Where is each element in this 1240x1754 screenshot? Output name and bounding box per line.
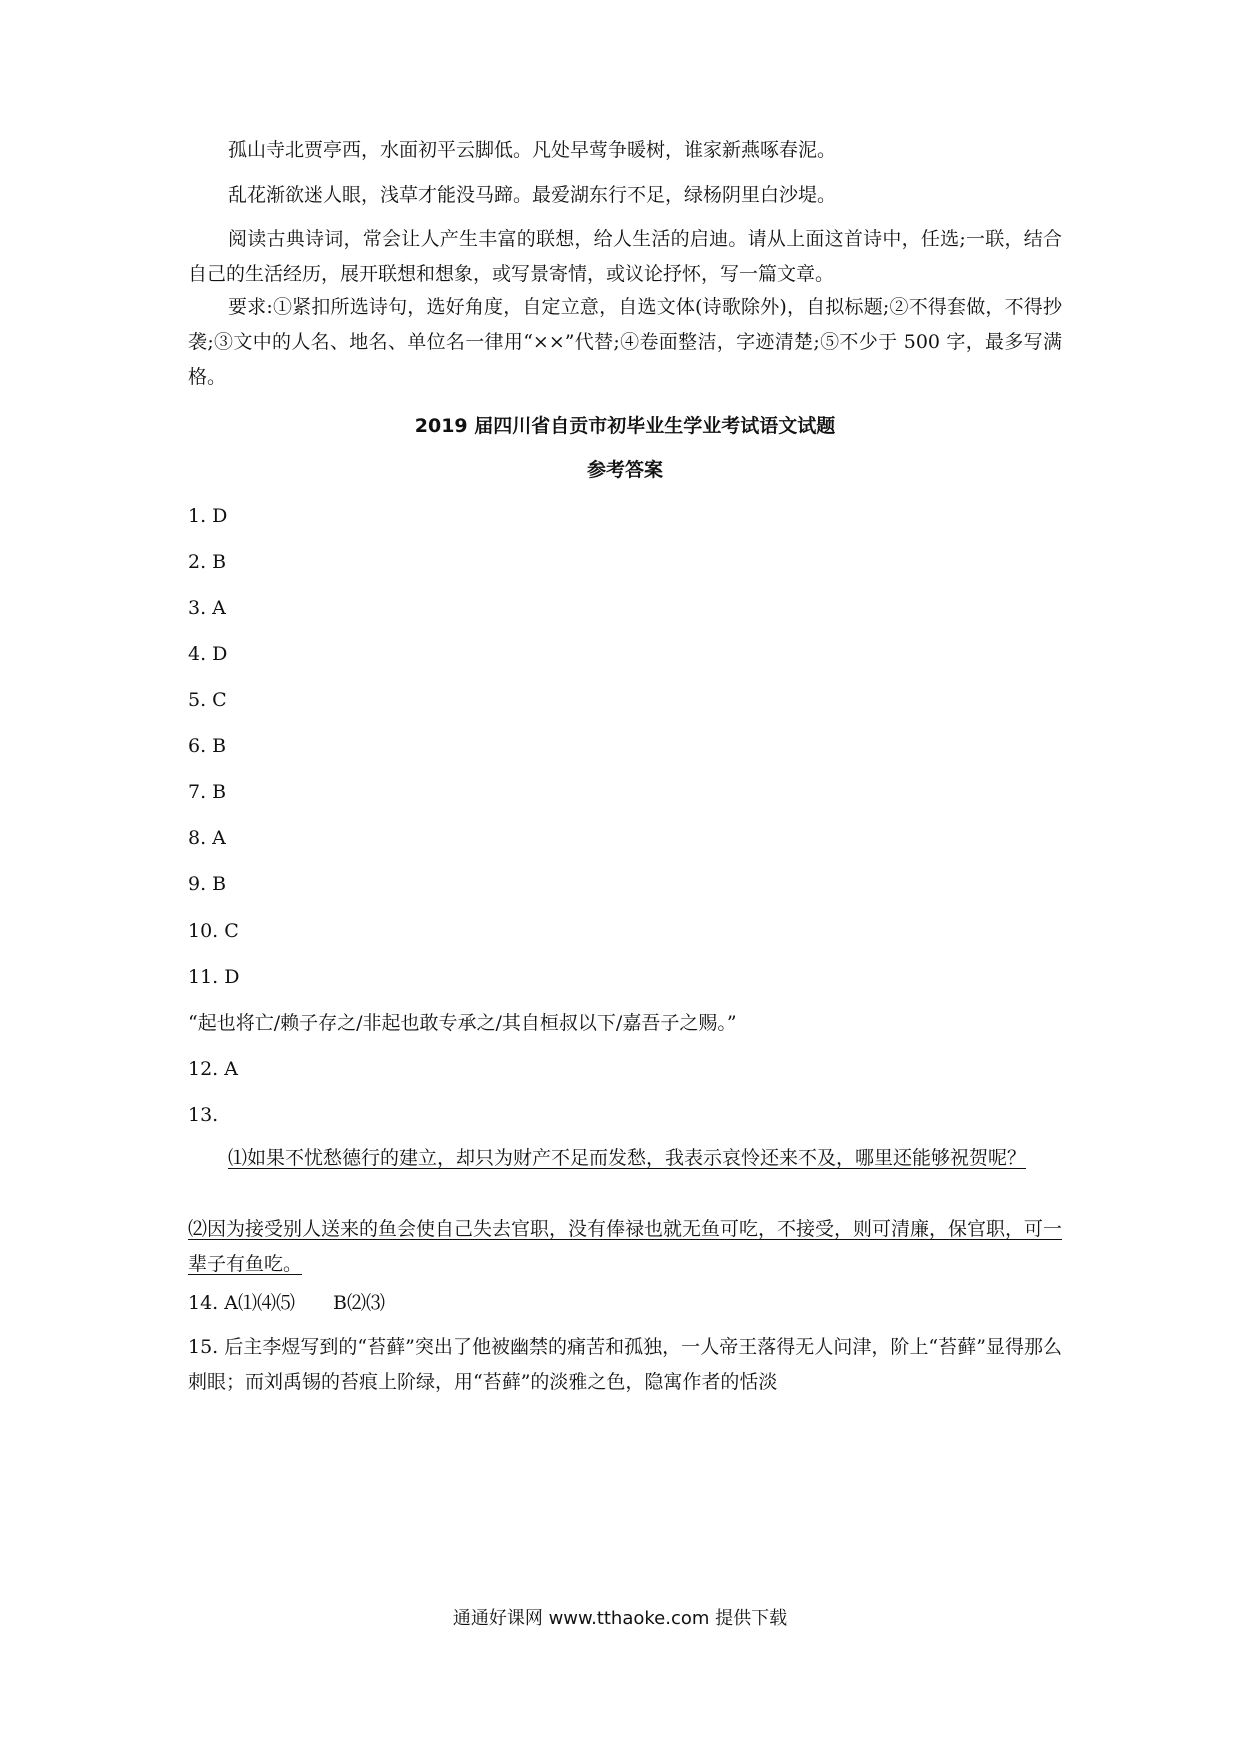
answer-7: 7. B [188, 781, 227, 803]
answer-1: 1. D [188, 505, 228, 527]
answer-8: 8. A [188, 827, 226, 849]
prompt-paragraph-2: 要求:①紧扣所选诗句，选好角度，自定立意，自选文体(诗歌除外)，自拟标题;②不得套做，不得抄袭;③文中的人名、地名、单位名一律用“××”代替;④卷面整洁，字迹清楚;⑤不少于 500 字，最多写满格。 [188, 296, 1062, 388]
answer-13-label: 13. [188, 1104, 219, 1126]
answer-11-sentence: “起也将亡/赖子存之/非起也敢专承之/其自桓叔以下/嘉吾子之赐。” [188, 1012, 737, 1034]
answer-3: 3. A [188, 597, 226, 619]
answer-10: 10. C [188, 920, 239, 942]
page-subtitle: 参考答案 [586, 459, 663, 481]
answer-9: 9. B [188, 873, 227, 895]
answer-4: 4. D [188, 643, 228, 665]
answer-15: 15. 后主李煜写到的“苔藓”突出了他被幽禁的痛苦和孤独，一人帝王落得无人问津，阶上“苔藓”显得那么刺眼；而刘禹锡的苔痕上阶绿，用“苔藓”的淡雅之色，隐寓作者的恬淡 [188, 1336, 1062, 1393]
page-footer: 通通好课网 www.tthaoke.com 提供下载 [452, 1608, 788, 1629]
answer-5: 5. C [188, 689, 227, 711]
prompt-paragraph-1: 阅读古典诗词，常会让人产生丰富的联想，给人生活的启迪。请从上面这首诗中，任选;一联，结合自己的生活经历，展开联想和想象，或写景寄情，或议论抒怀，写一篇文章。 [188, 228, 1062, 285]
answer-12: 12. A [188, 1058, 238, 1080]
answer-6: 6. B [188, 735, 227, 757]
poem-line-2: 乱花渐欲迷人眼，浅草才能没马蹄。最爱湖东行不足，绿杨阴里白沙堤。 [228, 184, 837, 206]
answer-11: 11. D [188, 966, 240, 988]
document-page [188, 0, 1062, 1754]
poem-line-1: 孤山寺北贾亭西，水面初平云脚低。凡处早莺争暖树，谁家新燕啄春泥。 [228, 139, 837, 161]
answer-14: 14. A⑴⑷⑸ B⑵⑶ [188, 1292, 385, 1314]
answer-2: 2. B [188, 551, 227, 573]
page-title: 2019 届四川省自贡市初毕业生学业考试语文试题 [414, 415, 836, 437]
answer-13-part-1: ⑴如果不忧愁德行的建立，却只为财产不足而发愁，我表示哀怜还来不及，哪里还能够祝贺呢？ [228, 1147, 1027, 1169]
answer-13-part-2: ⑵因为接受别人送来的鱼会使自己失去官职，没有俸禄也就无鱼可吃，不接受，则可清廉，保官职，可一辈子有鱼吃。 [188, 1218, 1063, 1275]
